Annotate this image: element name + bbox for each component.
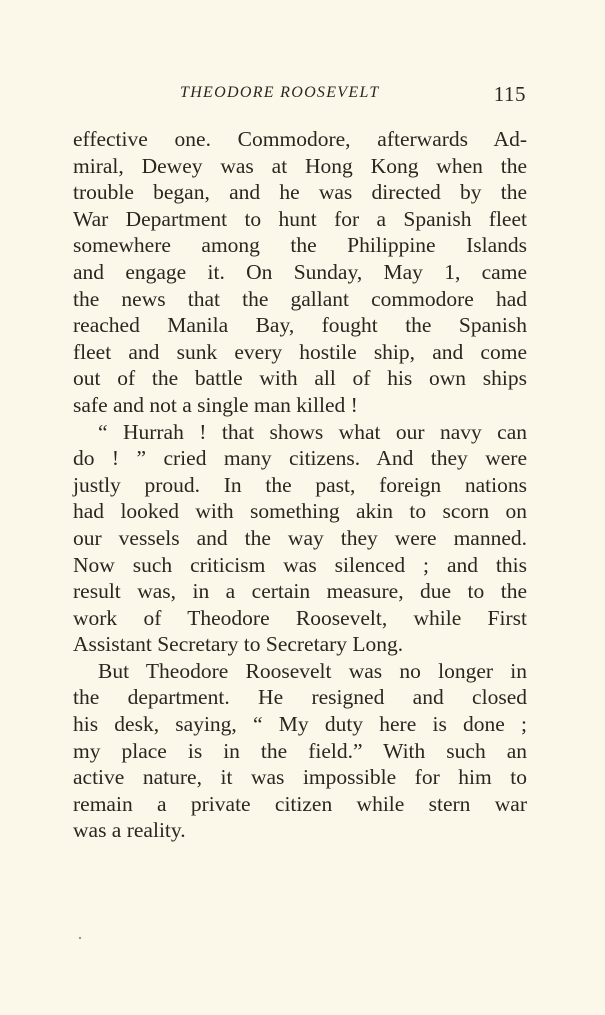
text-line: work of Theodore Roosevelt, while First <box>73 605 527 630</box>
running-head <box>74 82 526 108</box>
text-line: active nature, it was impossible for him to <box>73 765 527 790</box>
running-title: THEODORE ROOSEVELT <box>180 84 380 101</box>
text-line: the news that the gallant commodore had <box>73 286 527 311</box>
text-line: his desk, saying, “ My duty here is done ; <box>73 712 527 737</box>
text-line: and engage it. On Sunday, May 1, came <box>73 259 527 284</box>
text-line: trouble began, and he was directed by the <box>73 180 527 205</box>
ink-speck <box>79 937 81 939</box>
paragraph-end-line: Assistant Secretary to Secretary Long. <box>73 632 404 657</box>
text-line: out of the battle with all of his own ships <box>73 366 527 391</box>
text-line: justly proud. In the past, foreign nations <box>73 472 527 497</box>
text-line: somewhere among the Philippine Islands <box>73 233 527 258</box>
text-line: had looked with something akin to scorn on <box>73 499 527 524</box>
paragraph-start-line: “ Hurrah ! that shows what our navy can <box>98 419 527 444</box>
text-line: reached Manila Bay, fought the Spanish <box>73 313 527 338</box>
text-line: my place is in the field.” With such an <box>73 738 527 763</box>
page-number: 115 <box>493 82 526 106</box>
text-line: do ! ” cried many citizens. And they were <box>73 446 527 471</box>
text-line: remain a private citizen while stern war <box>73 791 527 816</box>
paragraph-start-line: But Theodore Roosevelt was no longer in <box>98 658 527 683</box>
text-line: effective one. Commodore, afterwards Ad- <box>73 127 527 151</box>
text-line: Now such criticism was silenced ; and this <box>73 552 527 577</box>
text-line: fleet and sunk every hostile ship, and come <box>73 339 527 364</box>
paragraph-end-line: was a reality. <box>73 818 186 843</box>
text-line: miral, Dewey was at Hong Kong when the <box>73 153 527 178</box>
text-line: our vessels and the way they were manned. <box>73 525 527 550</box>
text-line: result was, in a certain measure, due to the <box>73 579 527 604</box>
body-text <box>73 126 527 844</box>
text-line: War Department to hunt for a Spanish fleet <box>73 206 527 231</box>
paragraph-end-line: safe and not a single man killed ! <box>73 392 358 417</box>
text-line: the department. He resigned and closed <box>73 685 527 710</box>
